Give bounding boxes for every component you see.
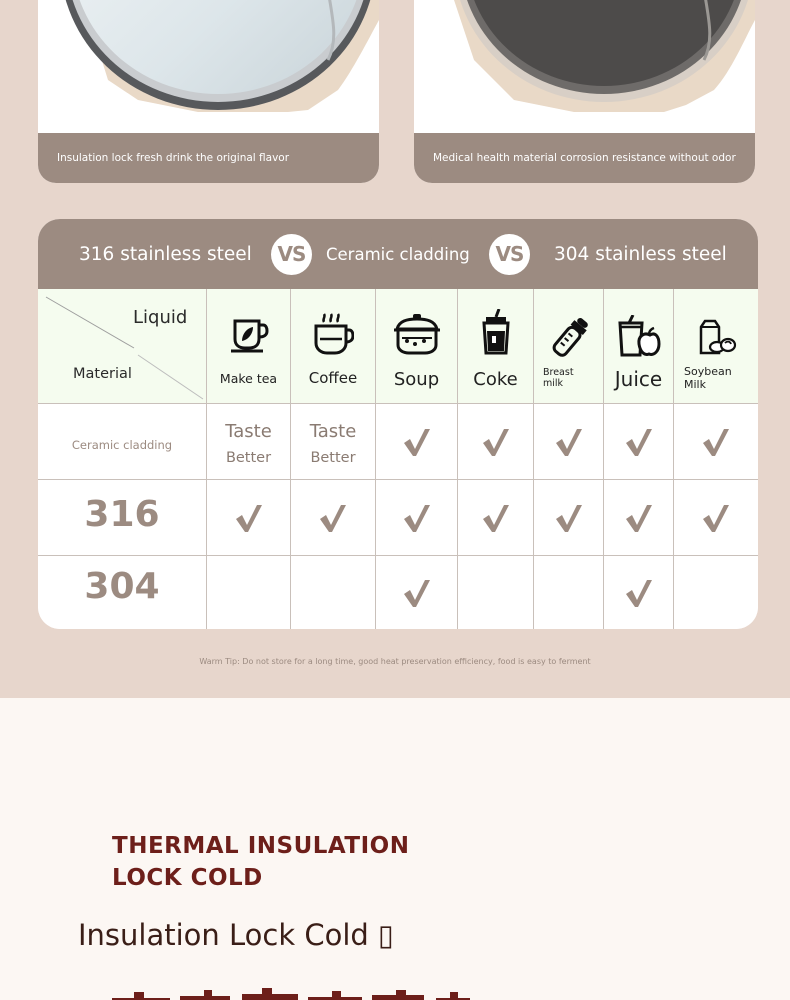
juice-apple-icon [617, 315, 661, 359]
tea-cup-icon [229, 313, 269, 353]
check-mark-icon [234, 503, 264, 533]
steel-lid-photo [38, 0, 379, 133]
comparison-grid [38, 289, 758, 629]
table-cell [376, 404, 458, 480]
vs-badge: VS [489, 234, 530, 275]
table-cell [376, 556, 458, 629]
soup-pot-icon [393, 313, 441, 355]
product-card-ceramic [414, 0, 755, 183]
check-mark-icon [624, 427, 654, 457]
taste-label: Taste [225, 421, 272, 442]
column-header-coffee [291, 289, 376, 404]
corner-cell [38, 289, 207, 404]
check-mark-icon [701, 503, 731, 533]
table-cell [534, 480, 604, 556]
column-label: Coffee [308, 369, 358, 387]
table-cell [458, 404, 534, 480]
column-header-soybean-milk [674, 289, 758, 404]
table-cell [291, 556, 376, 629]
column-label-line2: milk [543, 378, 564, 389]
baby-bottle-icon [547, 317, 591, 361]
column-label: Soup [393, 369, 440, 390]
corner-liquid: Liquid [133, 307, 188, 328]
milk-carton-icon [695, 319, 737, 357]
better-label: Better [310, 450, 356, 466]
column-label: Juice [614, 367, 663, 391]
table-cell [604, 480, 674, 556]
check-mark-icon [318, 503, 348, 533]
caption-text: Medical health material corrosion resistance without odor [433, 152, 736, 164]
row-label: 316 [84, 494, 160, 535]
comparison-header [38, 219, 758, 289]
column-header-make-tea [207, 289, 291, 404]
section-subheading: Insulation Lock Cold ▯ [78, 918, 394, 952]
row-label-cell [38, 556, 207, 629]
check-mark-icon [402, 578, 432, 608]
warm-tip: Warm Tip: Do not store for a long time, good heat preservation efficiency, food is easy to ferment [199, 657, 591, 666]
table-cell [291, 404, 376, 480]
coffee-mug-icon [312, 313, 354, 355]
ceramic-lid-photo [414, 0, 755, 133]
column-label [543, 367, 603, 389]
card-caption [38, 133, 379, 183]
row-label-cell [38, 480, 207, 556]
check-mark-icon [624, 578, 654, 608]
row-label: 304 [84, 566, 160, 607]
column-label: Coke [473, 369, 518, 390]
table-cell [674, 404, 758, 480]
check-mark-icon [554, 503, 584, 533]
column-header-soup [376, 289, 458, 404]
better-label: Better [225, 450, 272, 466]
table-cell [534, 404, 604, 480]
table-cell [604, 556, 674, 629]
heading-line1: THERMAL INSULATION [112, 833, 410, 859]
taste-label: Taste [309, 421, 357, 442]
column-header-juice [604, 289, 674, 404]
column-label-line2: Milk [684, 377, 706, 391]
check-mark-icon [481, 427, 511, 457]
check-mark-icon [701, 427, 731, 457]
check-mark-icon [402, 503, 432, 533]
label-304: 304 stainless steel [554, 244, 727, 265]
column-header-breast-milk [534, 289, 604, 404]
table-cell [376, 480, 458, 556]
table-cell [207, 404, 291, 480]
column-label-line1: Soybean [684, 365, 732, 378]
table-cell [291, 480, 376, 556]
table-cell [207, 480, 291, 556]
card-caption [414, 133, 755, 183]
column-label [684, 366, 754, 391]
comparison-table [38, 219, 758, 629]
caption-text: Insulation lock fresh drink the original flavor [57, 152, 290, 164]
table-cell [207, 556, 291, 629]
row-label-cell [38, 404, 207, 480]
soda-cup-icon [479, 309, 513, 355]
insulation-section [0, 698, 790, 1000]
column-header-coke [458, 289, 534, 404]
check-mark-icon [481, 503, 511, 533]
check-mark-icon [624, 503, 654, 533]
table-cell [458, 556, 534, 629]
table-cell [534, 556, 604, 629]
row-label: Ceramic cladding [71, 438, 173, 452]
label-316: 316 stainless steel [79, 244, 252, 265]
table-cell [674, 556, 758, 629]
check-mark-icon [402, 427, 432, 457]
label-ceramic: Ceramic cladding [326, 245, 470, 264]
corner-material: Material [73, 366, 132, 382]
table-cell [458, 480, 534, 556]
table-cell [604, 404, 674, 480]
column-label-line1: Breast [543, 367, 574, 378]
table-cell [674, 480, 758, 556]
column-label: Make tea [219, 371, 278, 386]
heading-line2: LOCK COLD [112, 865, 263, 891]
check-mark-icon [554, 427, 584, 457]
product-card-steel [38, 0, 379, 183]
cropped-heading-glyphs [112, 988, 512, 1000]
vs-badge: VS [271, 234, 312, 275]
section-heading [112, 830, 409, 894]
